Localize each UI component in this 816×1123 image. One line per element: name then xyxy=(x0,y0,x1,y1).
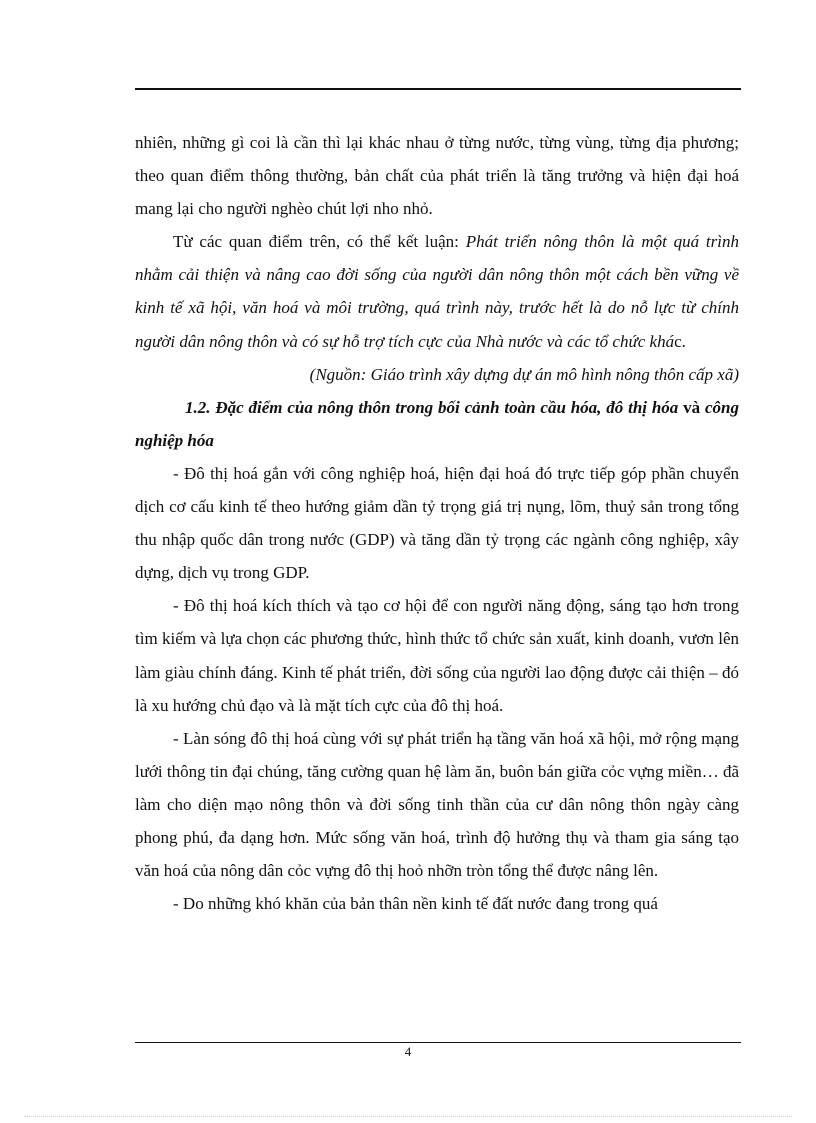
heading-conjunction: và xyxy=(683,397,705,417)
paragraph-urbanization-industrialization: - Đô thị hoá gắn với công nghiệp hoá, hiện đại hoá đó trực tiếp góp phần chuyển dịch cơ cấu kinh tế theo hướng giảm dần tỷ trọng giá trị nụng, lõm, thuỷ sản trong tổng thu nhập quốc dân trong nước (GDP) và tăng dần tỷ trọng các ngành công nghiệp, xây dựng, dịch vụ trong GDP. xyxy=(135,463,739,583)
page-number: 4 xyxy=(404,1044,412,1059)
section-heading xyxy=(135,391,739,457)
document-body xyxy=(135,126,739,920)
paragraph-continuation: nhiên, những gì coi là cần thì lại khác nhau ở từng nước, từng vùng, từng địa phương; theo quan điểm thông thường, bản chất của phát triển là tăng trưởng và hiện đại hoá mang lại cho người nghèo chút lợi nho nhỏ. xyxy=(135,133,739,219)
footer-rule xyxy=(135,1042,741,1043)
heading-line-1: 1.2. Đặc điểm của nông thôn trong bối cảnh toàn cầu hóa, đô thị hóa xyxy=(185,397,679,417)
conclusion-lead: Từ các quan điểm trên, có thể kết luận: xyxy=(173,232,466,252)
page-edge-dotted-line xyxy=(24,1116,792,1117)
definition-tail: c. xyxy=(674,331,686,351)
paragraph-urbanization-wave: - Làn sóng đô thị hoá cùng với sự phát triển hạ tầng văn hoá xã hội, mở rộng mạng lưới thông tin đại chúng, tăng cường quan hệ làm ăn, buôn bán giữa cỏc vựng miền… đã làm cho diện mạo nông thôn và đời sống tinh thần của cư dân nông thôn ngày càng phong phú, đa dạng hơn. Mức sống văn hoá, trình độ hưởng thụ và tham gia sáng tạo văn hoá của nông dân cỏc vựng đô thị hoỏ nhỡn tròn tổng thể được nâng lên. xyxy=(135,728,739,881)
heading-line-2: công nghiệp hóa xyxy=(135,397,739,450)
definition-text: Phát triển nông thôn là một quá trình nhằm cải thiện và nâng cao đời sống của người dân nông thôn một cách bền vững về kinh tế xã hội, văn hoá và môi trường, quá trình này, trước hết là do nỗ lực từ chính người dân nông thôn và có sự hỗ trợ tích cực của Nhà nước và các tổ chức khá xyxy=(135,232,739,351)
paragraph-urbanization-opportunity: - Đô thị hoá kích thích và tạo cơ hội để con người năng động, sáng tạo hơn trong tìm kiếm và lựa chọn các phương thức, hình thức tổ chức sản xuất, kinh doanh, vươn lên làm giàu chính đáng. Kinh tế phát triển, đời sống của người lao động được cải thiện – đó là xu hướng chủ đạo và là mặt tích cực của đô thị hoá. xyxy=(135,596,739,715)
paragraph-conclusion xyxy=(135,225,739,357)
paragraph-difficulties: - Do những khó khăn của bản thân nền kinh tế đất nước đang trong quá xyxy=(173,894,658,914)
source-citation: (Nguồn: Giáo trình xây dựng dự án mô hình nông thôn cấp xã) xyxy=(309,364,739,384)
header-rule xyxy=(135,88,741,90)
